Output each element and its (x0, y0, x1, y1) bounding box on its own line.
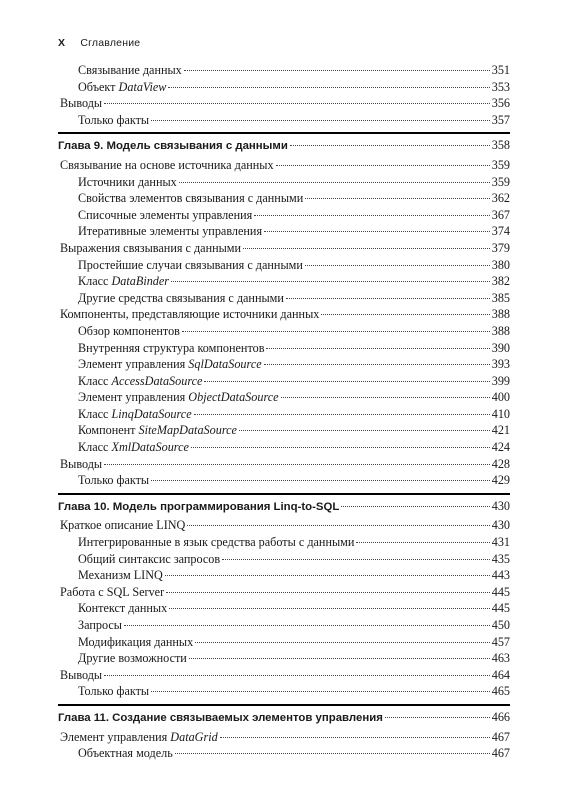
toc-page-number: 400 (491, 390, 510, 405)
dot-leader (385, 717, 490, 718)
dot-leader (165, 575, 490, 576)
dot-leader (286, 298, 490, 299)
toc-entry[interactable] (58, 534, 510, 551)
dot-leader (222, 559, 490, 560)
toc-entry[interactable] (58, 439, 510, 456)
table-of-contents (58, 62, 510, 762)
toc-page-number: 430 (491, 498, 510, 513)
toc-entry[interactable] (58, 456, 510, 473)
toc-page-number: 430 (491, 518, 510, 533)
toc-page-number: 467 (491, 729, 510, 744)
toc-entry-title: Только факты (78, 112, 150, 127)
toc-entry-title: Простейшие случаи связывания с данными (78, 257, 303, 272)
toc-entry[interactable] (58, 472, 510, 489)
toc-entry-title: Связывание данных (78, 63, 182, 77)
toc-page-number: 351 (491, 63, 510, 77)
toc-chapter-entry[interactable] (58, 498, 510, 515)
dot-leader (290, 145, 490, 146)
toc-entry-title: Другие возможности (78, 651, 187, 666)
toc-entry[interactable] (58, 517, 510, 534)
toc-page-number: 356 (491, 96, 510, 111)
dot-leader (184, 70, 490, 71)
toc-entry[interactable] (58, 683, 510, 700)
dot-leader (151, 480, 490, 481)
toc-entry-title: Общий синтаксис запросов (78, 551, 221, 566)
toc-page-number: 390 (491, 340, 510, 355)
toc-page-number: 450 (491, 618, 510, 632)
chapter-rule (58, 704, 510, 706)
toc-entry-title: Работа с SQL Server (60, 584, 165, 599)
dot-leader (187, 525, 489, 526)
toc-entry-title: Выводы (60, 456, 103, 471)
toc-entry-title: Только факты (78, 473, 150, 488)
toc-entry-title: Выражения связывания с данными (60, 240, 242, 255)
toc-entry[interactable] (58, 207, 510, 224)
dot-leader (204, 381, 489, 382)
toc-entry[interactable] (58, 634, 510, 651)
toc-page-number: 428 (491, 456, 510, 471)
chapter-rule (58, 132, 510, 134)
dot-leader (341, 506, 489, 507)
page-number: X (58, 37, 66, 49)
toc-entry[interactable] (58, 389, 510, 406)
toc-entry-title: Связывание на основе источника данных (60, 157, 274, 172)
toc-entry[interactable] (58, 650, 510, 667)
toc-entry[interactable] (58, 112, 510, 129)
toc-page-number: 358 (491, 138, 510, 153)
toc-page-number: 385 (491, 290, 510, 305)
dot-leader (171, 281, 490, 282)
toc-entry[interactable] (58, 567, 510, 584)
dot-leader (191, 447, 490, 448)
dot-leader (104, 103, 490, 104)
toc-entry-title: Обзор компонентов (78, 323, 180, 338)
dot-leader (305, 198, 489, 199)
dot-leader (175, 753, 490, 754)
toc-page-number: 464 (491, 667, 510, 682)
dot-leader (356, 542, 489, 543)
toc-entry[interactable] (58, 306, 510, 323)
toc-entry[interactable] (58, 729, 510, 746)
toc-chapter-entry[interactable] (58, 709, 510, 726)
toc-entry-title: Класс XmlDataSource (78, 440, 189, 455)
toc-page-number: 431 (491, 535, 510, 550)
toc-entry[interactable] (58, 745, 510, 762)
toc-entry[interactable] (58, 240, 510, 257)
toc-entry-title: Объектная модель (78, 746, 173, 761)
dot-leader (151, 120, 490, 121)
dot-leader (195, 642, 490, 643)
toc-page-number: 374 (491, 224, 510, 239)
toc-entry[interactable] (58, 223, 510, 240)
running-head (58, 37, 140, 49)
toc-page-number: 429 (491, 473, 510, 488)
running-title: Сглавление (80, 37, 141, 49)
toc-page-number: 357 (491, 112, 510, 127)
toc-entry-title: Элемент управления DataGrid (60, 729, 218, 744)
toc-entry-title: Краткое описание LINQ (60, 518, 186, 533)
toc-page-number: 443 (491, 568, 510, 583)
toc-page-number: 359 (491, 174, 510, 189)
toc-entry[interactable] (58, 600, 510, 617)
toc-entry[interactable] (58, 340, 510, 357)
toc-entry-title: Контекст данных (78, 601, 168, 616)
dot-leader (124, 625, 490, 626)
toc-entry[interactable] (58, 273, 510, 290)
dot-leader (151, 691, 490, 692)
toc-entry-title: Глава 11. Создание связываемых элементов управления (58, 711, 383, 724)
dot-leader (189, 658, 490, 659)
toc-entry-title: Источники данных (78, 174, 177, 189)
toc-entry-title: Элемент управления SqlDataSource (78, 357, 262, 372)
dot-leader (104, 464, 490, 465)
toc-page-number: 424 (491, 440, 510, 455)
toc-entry-title: Элемент управления ObjectDataSource (78, 390, 279, 405)
toc-entry[interactable] (58, 373, 510, 390)
dot-leader (264, 231, 490, 232)
toc-page-number: 445 (491, 601, 510, 616)
toc-page-number: 353 (491, 79, 510, 94)
toc-entry[interactable] (58, 422, 510, 439)
toc-entry[interactable] (58, 551, 510, 568)
toc-entry[interactable] (58, 157, 510, 174)
toc-page-number: 393 (491, 357, 510, 372)
toc-entry[interactable] (58, 79, 510, 96)
toc-page-number: 410 (491, 406, 510, 421)
chapter-rule (58, 493, 510, 495)
toc-page-number: 388 (491, 307, 510, 322)
dot-leader (169, 608, 490, 609)
toc-entry[interactable] (58, 190, 510, 207)
dot-leader (168, 87, 489, 88)
dot-leader (182, 331, 490, 332)
dot-leader (276, 165, 490, 166)
toc-page-number: 445 (491, 584, 510, 599)
dot-leader (321, 314, 489, 315)
toc-entry-title: Глава 9. Модель связывания с данными (58, 140, 288, 153)
dot-leader (166, 592, 490, 593)
toc-page-number: 435 (491, 551, 510, 566)
toc-entry[interactable] (58, 290, 510, 307)
toc-page-number: 362 (491, 191, 510, 206)
toc-page-number: 359 (491, 157, 510, 172)
toc-entry-title: Класс AccessDataSource (78, 373, 203, 388)
toc-entry-title: Объект DataView (78, 79, 167, 94)
dot-leader (179, 182, 490, 183)
toc-entry[interactable] (58, 257, 510, 274)
toc-entry[interactable] (58, 174, 510, 191)
dot-leader (194, 414, 490, 415)
toc-page-number: 380 (491, 257, 510, 272)
toc-entry-title: Класс LinqDataSource (78, 406, 192, 421)
toc-entry[interactable] (58, 62, 510, 79)
toc-entry-title: Списочные элементы управления (78, 207, 253, 222)
dot-leader (104, 675, 490, 676)
toc-page-number: 399 (491, 373, 510, 388)
toc-entry[interactable] (58, 406, 510, 423)
dot-leader (264, 364, 490, 365)
toc-page-number: 457 (491, 634, 510, 649)
dot-leader (281, 397, 490, 398)
toc-page-number: 467 (491, 746, 510, 761)
toc-page-number: 463 (491, 651, 510, 666)
toc-entry-title: Только факты (78, 684, 150, 699)
toc-page-number: 379 (491, 240, 510, 255)
toc-entry-title: Другие средства связывания с данными (78, 290, 284, 305)
toc-entry[interactable] (58, 667, 510, 684)
dot-leader (220, 737, 490, 738)
toc-entry-title: Выводы (60, 667, 103, 682)
dot-leader (254, 215, 490, 216)
toc-entry-title: Свойства элементов связывания с данными (78, 191, 304, 206)
toc-entry[interactable] (58, 617, 510, 634)
toc-entry-title: Глава 10. Модель программирования Linq-to-SQL (58, 500, 340, 513)
dot-leader (305, 265, 490, 266)
toc-chapter-entry[interactable] (58, 137, 510, 154)
toc-entry-title: Класс DataBinder (78, 274, 170, 289)
toc-entry-title: Интегрированные в язык средства работы с данными (78, 535, 355, 550)
toc-page-number: 388 (491, 323, 510, 338)
toc-page-number: 367 (491, 207, 510, 222)
toc-entry[interactable] (58, 356, 510, 373)
toc-entry-title: Выводы (60, 96, 103, 111)
toc-entry-title: Компонент SiteMapDataSource (78, 423, 237, 438)
toc-entry[interactable] (58, 95, 510, 112)
toc-page-number: 382 (491, 274, 510, 289)
dot-leader (239, 430, 490, 431)
toc-entry[interactable] (58, 584, 510, 601)
toc-entry-title: Внутренняя структура компонентов (78, 340, 265, 355)
toc-page-number: 465 (491, 684, 510, 699)
toc-entry-title: Компоненты, представляющие источники данных (60, 307, 320, 322)
toc-entry[interactable] (58, 323, 510, 340)
dot-leader (266, 348, 489, 349)
toc-page-number: 466 (491, 709, 510, 724)
dot-leader (243, 248, 490, 249)
toc-page-number: 421 (491, 423, 510, 438)
toc-entry-title: Итеративные элементы управления (78, 224, 263, 239)
toc-entry-title: Модификация данных (78, 634, 194, 649)
toc-entry-title: Запросы (78, 618, 122, 632)
toc-entry-title: Механизм LINQ (78, 568, 163, 583)
